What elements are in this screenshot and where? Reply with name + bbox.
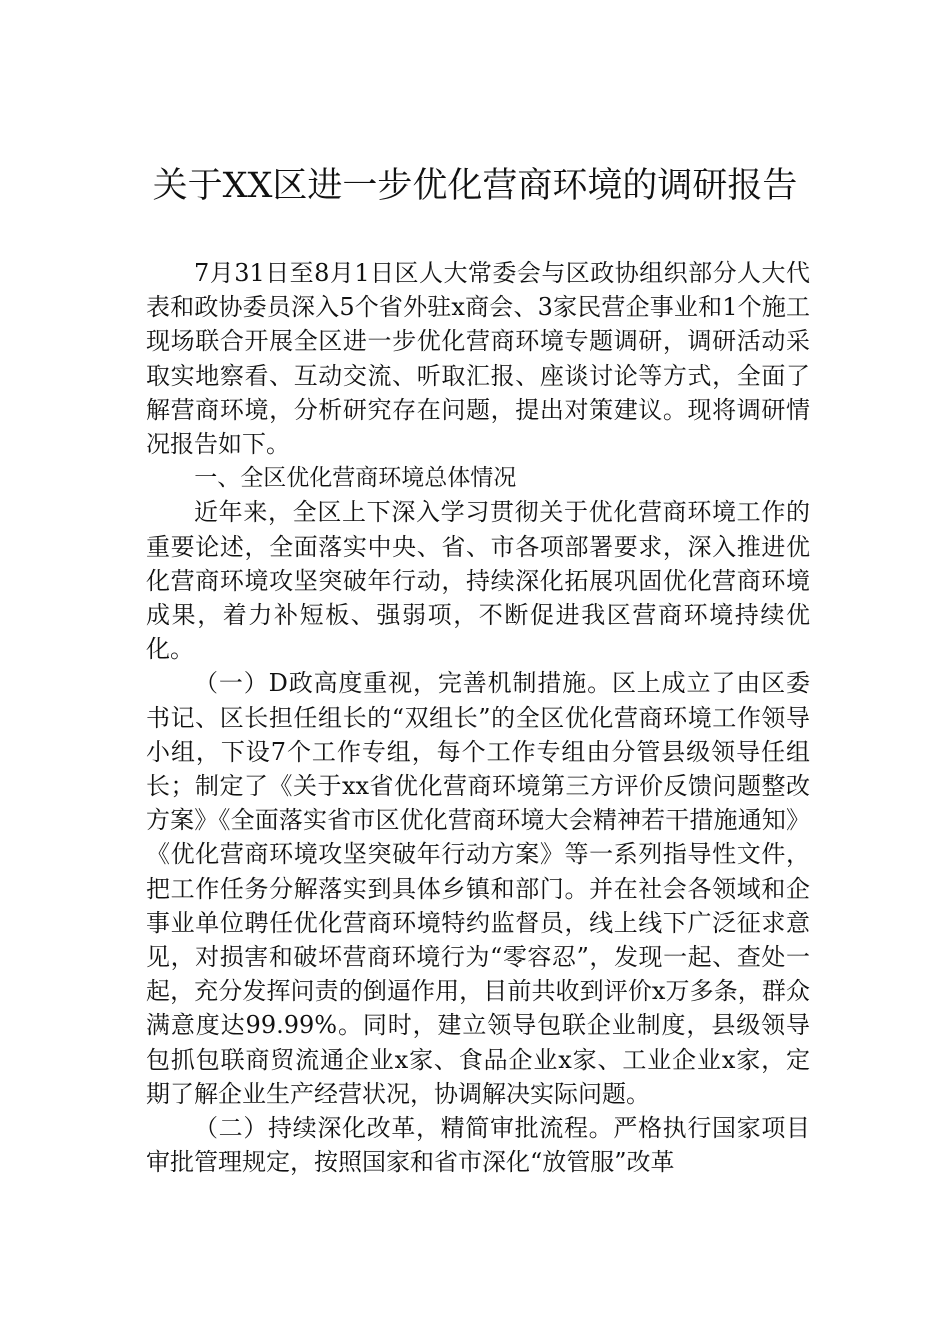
point-one-paragraph: （一）D政高度重视，完善机制措施。区上成立了由区委书记、区长担任组长的“双组长”的全区优化营商环境工作领导小组，下设7个工作专组，每个工作专组由分管县级领导任组长；制定了《关于xx省优化营商环境第三方评价反馈问题整改方案》《全面落实省市区优化营商环境大会精神若干措施通知》《优化营商环境攻坚突破年行动方案》等一系列指导性文件，把工作任务分解落实到具体乡镇和部门。并在社会各领域和企事业单位聘任优化营商环境特约监督员，线上线下广泛征求意见，对损害和破坏营商环境行为“零容忍”，发现一起、查处一起，充分发挥问责的倒逼作用，目前共收到评价x万多条，群众满意度达99.99%。同时，建立领导包联企业制度，县级领导包抓包联商贸流通企业x家、食品企业x家、工业企业x家，定期了解企业生产经营状况，协调解决实际问题。 — [146, 669, 810, 1108]
overview-paragraph: 近年来，全区上下深入学习贯彻关于优化营商环境工作的重要论述，全面落实中央、省、市各项部署要求，深入推进优化营商环境攻坚突破年行动，持续深化拓展巩固优化营商环境成果，着力补短板、强弱项，不断促进我区营商环境持续优化。 — [146, 498, 810, 664]
section-heading-overall: 一、全区优化营商环境总体情况 — [194, 465, 517, 492]
intro-paragraph: 7月31日至8月1日区人大常委会与区政协组织部分人大代表和政协委员深入5个省外驻x商会、3家民营企事业和1个施工现场联合开展全区进一步优化营商环境专题调研，调研活动采取实地察看、互动交流、听取汇报、座谈讨论等方式，全面了解营商环境，分析研究存在问题，提出对策建议。现将调研情况报告如下。 — [146, 259, 810, 459]
point-two-paragraph: （二）持续深化改革，精简审批流程。严格执行国家项目审批管理规定，按照国家和省市深化“放管服”改革 — [146, 1114, 810, 1177]
document-body — [146, 256, 810, 1179]
document-title: 关于XX区进一步优化营商环境的调研报告 — [152, 166, 798, 206]
